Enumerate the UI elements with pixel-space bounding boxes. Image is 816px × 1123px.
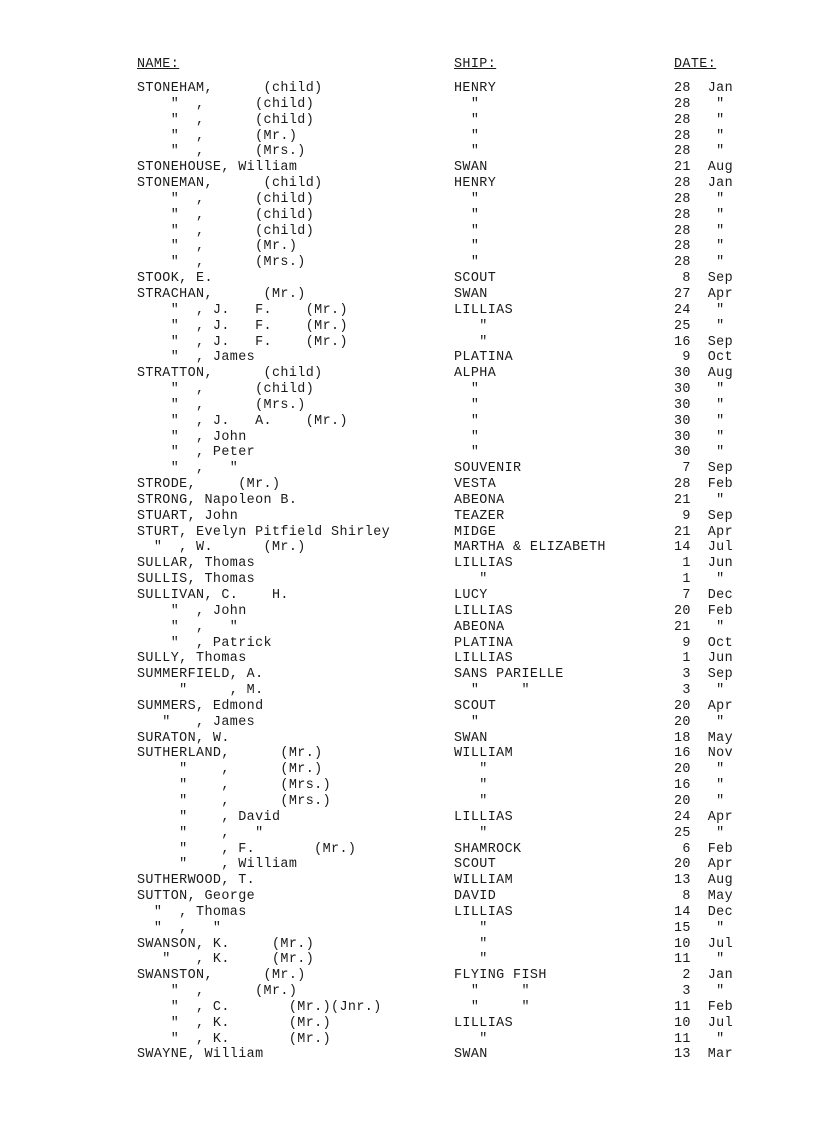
- entry-date: 9 Oct: [674, 350, 734, 366]
- entry-date: 25 ": [674, 825, 725, 841]
- entry-date: 28 Feb: [674, 477, 734, 493]
- entry-date: 7 Sep: [674, 461, 734, 477]
- register-row: [0, 889, 816, 905]
- register-entries: [0, 81, 816, 1063]
- entry-name: " , (child): [137, 191, 315, 207]
- entry-date: 7 Dec: [674, 588, 734, 603]
- entry-name: " , John: [137, 429, 247, 445]
- entry-date: 21 ": [674, 492, 725, 508]
- entry-date: 28 ": [674, 144, 725, 160]
- entry-date: 16 Sep: [674, 334, 734, 350]
- register-row: [0, 604, 816, 620]
- entry-date: 24 Apr: [674, 809, 734, 825]
- register-row: [0, 1016, 816, 1032]
- register-row: [0, 287, 816, 303]
- entry-date: 25 ": [674, 318, 725, 334]
- register-row: [0, 984, 816, 1000]
- register-row: [0, 778, 816, 794]
- entry-ship: ": [454, 128, 480, 144]
- register-row: [0, 699, 816, 715]
- entry-date: 1 Jun: [674, 651, 734, 667]
- entry-ship: SCOUT: [454, 857, 497, 873]
- register-row: [0, 160, 816, 176]
- register-row: [0, 255, 816, 271]
- entry-ship: TEAZER: [454, 508, 505, 524]
- entry-ship: ": [454, 952, 488, 968]
- register-row: [0, 271, 816, 287]
- entry-name: STRACHAN, (Mr.): [137, 286, 306, 302]
- register-row: [0, 176, 816, 192]
- entry-date: 8 May: [674, 889, 734, 905]
- entry-date: 27 Apr: [674, 286, 734, 302]
- entry-name: SUMMERFIELD, A.: [137, 667, 264, 683]
- entry-name: SUTHERLAND, (Mr.): [137, 746, 323, 762]
- entry-name: SWANSTON, (Mr.): [137, 968, 306, 984]
- entry-date: 30 Aug: [674, 366, 734, 382]
- entry-date: 13 Aug: [674, 873, 734, 889]
- entry-ship: ": [454, 762, 488, 778]
- entry-date: 2 Jan: [674, 968, 734, 984]
- entry-name: SUTHERWOOD, T.: [137, 873, 256, 889]
- entry-date: 3 ": [674, 683, 725, 699]
- register-row: [0, 525, 816, 541]
- entry-date: 20 ": [674, 793, 725, 809]
- register-row: [0, 208, 816, 224]
- entry-name: " , ": [137, 825, 264, 841]
- entry-ship: LILLIAS: [454, 809, 514, 825]
- ship-column-header: SHIP:: [454, 57, 497, 72]
- entry-name: SULLIVAN, C. H.: [137, 588, 289, 603]
- register-row: [0, 683, 816, 699]
- entry-ship: SWAN: [454, 286, 488, 302]
- entry-date: 10 Jul: [674, 1015, 734, 1031]
- entry-name: " , M.: [137, 683, 264, 699]
- register-row: [0, 968, 816, 984]
- entry-ship: SOUVENIR: [454, 461, 522, 477]
- entry-date: 21 Aug: [674, 160, 734, 176]
- entry-name: " , (Mr.): [137, 239, 298, 255]
- entry-date: 14 Jul: [674, 540, 734, 556]
- entry-ship: ": [454, 413, 480, 429]
- register-row: [0, 794, 816, 810]
- entry-name: " , J. F. (Mr.): [137, 334, 348, 350]
- entry-date: 28 Jan: [674, 81, 734, 96]
- entry-name: " , (Mrs.): [137, 778, 332, 794]
- register-row: [0, 636, 816, 652]
- entry-date: 20 Apr: [674, 857, 734, 873]
- entry-date: 30 ": [674, 397, 725, 413]
- register-row: [0, 430, 816, 446]
- entry-date: 28 ": [674, 223, 725, 239]
- entry-date: 20 ": [674, 762, 725, 778]
- entry-ship: WILLIAM: [454, 746, 514, 762]
- entry-name: SWANSON, K. (Mr.): [137, 936, 315, 952]
- entry-name: " , (Mrs.): [137, 397, 306, 413]
- entry-ship: ": [454, 334, 488, 350]
- entry-date: 1 Jun: [674, 556, 734, 572]
- entry-ship: ": [454, 920, 488, 936]
- entry-date: 20 ": [674, 714, 725, 730]
- entry-date: 30 ": [674, 429, 725, 445]
- entry-date: 21 Apr: [674, 524, 734, 540]
- register-row: [0, 192, 816, 208]
- entry-date: 30 ": [674, 382, 725, 398]
- entry-name: STUART, John: [137, 508, 239, 524]
- register-row: [0, 144, 816, 160]
- name-column-header: NAME:: [137, 57, 180, 72]
- entry-date: 11 Feb: [674, 999, 734, 1015]
- entry-name: " , ": [137, 920, 222, 936]
- entry-ship: " ": [454, 999, 530, 1015]
- register-row: [0, 921, 816, 937]
- entry-ship: ": [454, 429, 480, 445]
- entry-date: 28 ": [674, 128, 725, 144]
- entry-name: " , (child): [137, 96, 315, 112]
- register-row: [0, 445, 816, 461]
- register-row: [0, 810, 816, 826]
- entry-date: 6 Feb: [674, 841, 734, 857]
- entry-ship: SCOUT: [454, 698, 497, 714]
- entry-date: 11 ": [674, 1031, 725, 1047]
- entry-name: " , Thomas: [137, 904, 247, 920]
- entry-name: SULLIS, Thomas: [137, 572, 256, 588]
- entry-date: 28 Jan: [674, 176, 734, 192]
- register-row: [0, 588, 816, 604]
- register-row: [0, 842, 816, 858]
- entry-ship: ": [454, 223, 480, 239]
- register-row: [0, 651, 816, 667]
- entry-name: " , K. (Mr.): [137, 1015, 332, 1031]
- register-row: [0, 224, 816, 240]
- entry-ship: ": [454, 445, 480, 461]
- register-row: [0, 731, 816, 747]
- entry-name: " , ": [137, 619, 239, 635]
- entry-name: SWAYNE, William: [137, 1047, 264, 1063]
- entry-ship: HENRY: [454, 81, 497, 96]
- register-row: [0, 129, 816, 145]
- entry-date: 13 Mar: [674, 1047, 734, 1063]
- entry-date: 28 ": [674, 207, 725, 223]
- entry-name: " , (child): [137, 223, 315, 239]
- entry-name: " , John: [137, 603, 247, 619]
- register-row: [0, 350, 816, 366]
- entry-date: 8 Sep: [674, 271, 734, 287]
- entry-name: SULLY, Thomas: [137, 651, 247, 667]
- entry-ship: ": [454, 825, 488, 841]
- entry-date: 3 Sep: [674, 667, 734, 683]
- register-row: [0, 746, 816, 762]
- register-row: [0, 81, 816, 97]
- entry-ship: ": [454, 778, 488, 794]
- entry-ship: ": [454, 382, 480, 398]
- entry-ship: ALPHA: [454, 366, 497, 382]
- entry-date: 28 ": [674, 96, 725, 112]
- entry-ship: ": [454, 96, 480, 112]
- entry-ship: SWAN: [454, 730, 488, 746]
- entry-name: SURATON, W.: [137, 730, 230, 746]
- entry-date: 15 ": [674, 920, 725, 936]
- register-row: [0, 461, 816, 477]
- entry-ship: ": [454, 318, 488, 334]
- register-row: [0, 335, 816, 351]
- register-row: [0, 952, 816, 968]
- entry-date: 28 ": [674, 255, 725, 271]
- entry-ship: PLATINA: [454, 350, 514, 366]
- entry-date: 3 ": [674, 984, 725, 1000]
- entry-date: 1 ": [674, 572, 725, 588]
- entry-name: STRONG, Napoleon B.: [137, 492, 298, 508]
- entry-date: 20 Apr: [674, 698, 734, 714]
- register-row: [0, 873, 816, 889]
- entry-ship: ": [454, 1031, 488, 1047]
- register-row: [0, 398, 816, 414]
- entry-ship: SHAMROCK: [454, 841, 522, 857]
- entry-ship: ": [454, 112, 480, 128]
- entry-date: 14 Dec: [674, 904, 734, 920]
- register-row: [0, 556, 816, 572]
- register-row: [0, 97, 816, 113]
- entry-name: " , (child): [137, 382, 315, 398]
- entry-ship: ": [454, 239, 480, 255]
- register-row: [0, 937, 816, 953]
- entry-name: " , (Mrs.): [137, 144, 306, 160]
- entry-name: SULLAR, Thomas: [137, 556, 256, 572]
- entry-name: " , James: [137, 714, 256, 730]
- entry-name: " , F. (Mr.): [137, 841, 357, 857]
- entry-name: STOOK, E.: [137, 271, 213, 287]
- entry-ship: SWAN: [454, 1047, 488, 1063]
- entry-name: " , William: [137, 857, 298, 873]
- entry-ship: LILLIAS: [454, 556, 514, 572]
- entry-date: 20 Feb: [674, 603, 734, 619]
- register-row: [0, 493, 816, 509]
- entry-ship: SANS PARIELLE: [454, 667, 564, 683]
- entry-ship: ": [454, 191, 480, 207]
- entry-name: " , (Mr.): [137, 762, 323, 778]
- register-row: [0, 303, 816, 319]
- register-row: [0, 113, 816, 129]
- entry-ship: LILLIAS: [454, 603, 514, 619]
- entry-date: 28 ": [674, 239, 725, 255]
- register-row: [0, 1032, 816, 1048]
- entry-ship: " ": [454, 683, 530, 699]
- entry-name: " , K. (Mr.): [137, 952, 315, 968]
- entry-name: STURT, Evelyn Pitfield Shirley: [137, 524, 391, 540]
- entry-ship: PLATINA: [454, 635, 514, 651]
- entry-ship: LUCY: [454, 588, 488, 603]
- entry-ship: ": [454, 793, 488, 809]
- entry-ship: MARTHA & ELIZABETH: [454, 540, 606, 556]
- entry-ship: ": [454, 207, 480, 223]
- entry-name: " , J. F. (Mr.): [137, 302, 348, 318]
- entry-name: " , J. F. (Mr.): [137, 318, 348, 334]
- entry-name: " , J. A. (Mr.): [137, 413, 348, 429]
- entry-name: SUTTON, George: [137, 889, 256, 905]
- entry-ship: SCOUT: [454, 271, 497, 287]
- entry-ship: DAVID: [454, 889, 497, 905]
- entry-ship: ABEONA: [454, 492, 505, 508]
- entry-name: " , Peter: [137, 445, 256, 461]
- register-row: [0, 509, 816, 525]
- entry-name: " , David: [137, 809, 281, 825]
- entry-date: 30 ": [674, 413, 725, 429]
- entry-date: 21 ": [674, 619, 725, 635]
- entry-name: " , (Mrs.): [137, 793, 332, 809]
- entry-ship: FLYING FISH: [454, 968, 547, 984]
- entry-ship: LILLIAS: [454, 904, 514, 920]
- register-row: [0, 1047, 816, 1063]
- entry-name: STONEHAM, (child): [137, 81, 323, 96]
- register-row: [0, 540, 816, 556]
- entry-date: 30 ": [674, 445, 725, 461]
- entry-name: " , K. (Mr.): [137, 1031, 332, 1047]
- entry-date: 16 Nov: [674, 746, 734, 762]
- entry-date: 9 Sep: [674, 508, 734, 524]
- entry-name: " , (child): [137, 112, 315, 128]
- entry-date: 24 ": [674, 302, 725, 318]
- register-row: [0, 1000, 816, 1016]
- entry-ship: SWAN: [454, 160, 488, 176]
- entry-ship: ": [454, 936, 488, 952]
- entry-ship: " ": [454, 984, 530, 1000]
- register-row: [0, 319, 816, 335]
- entry-ship: LILLIAS: [454, 302, 514, 318]
- entry-ship: LILLIAS: [454, 1015, 514, 1031]
- register-row: [0, 762, 816, 778]
- register-row: [0, 715, 816, 731]
- entry-ship: ": [454, 572, 488, 588]
- register-row: [0, 667, 816, 683]
- entry-name: " , W. (Mr.): [137, 540, 306, 556]
- register-row: [0, 366, 816, 382]
- entry-name: " , C. (Mr.)(Jnr.): [137, 999, 382, 1015]
- entry-ship: ABEONA: [454, 619, 505, 635]
- entry-name: " , (Mr.): [137, 128, 298, 144]
- entry-name: " , (child): [137, 207, 315, 223]
- entry-ship: ": [454, 397, 480, 413]
- entry-name: " , Patrick: [137, 635, 272, 651]
- entry-date: 18 May: [674, 730, 734, 746]
- register-row: [0, 572, 816, 588]
- entry-ship: ": [454, 714, 480, 730]
- entry-name: STRATTON, (child): [137, 366, 323, 382]
- entry-ship: HENRY: [454, 176, 497, 192]
- entry-date: 28 ": [674, 112, 725, 128]
- entry-name: SUMMERS, Edmond: [137, 698, 264, 714]
- register-row: [0, 826, 816, 842]
- entry-date: 9 Oct: [674, 635, 734, 651]
- register-row: [0, 620, 816, 636]
- entry-ship: ": [454, 144, 480, 160]
- entry-name: STRODE, (Mr.): [137, 477, 281, 493]
- entry-date: 16 ": [674, 778, 725, 794]
- entry-ship: LILLIAS: [454, 651, 514, 667]
- entry-ship: MIDGE: [454, 524, 497, 540]
- entry-ship: ": [454, 255, 480, 271]
- register-row: [0, 382, 816, 398]
- register-row: [0, 905, 816, 921]
- entry-ship: WILLIAM: [454, 873, 514, 889]
- entry-name: " , (Mr.): [137, 984, 298, 1000]
- register-row: [0, 239, 816, 255]
- entry-name: " , James: [137, 350, 256, 366]
- entry-date: 11 ": [674, 952, 725, 968]
- entry-date: 28 ": [674, 191, 725, 207]
- date-column-header: DATE:: [674, 57, 717, 72]
- register-row: [0, 857, 816, 873]
- register-row: [0, 414, 816, 430]
- entry-name: STONEHOUSE, William: [137, 160, 298, 176]
- entry-name: " , ": [137, 461, 239, 477]
- entry-date: 10 Jul: [674, 936, 734, 952]
- entry-name: " , (Mrs.): [137, 255, 306, 271]
- entry-ship: VESTA: [454, 477, 497, 493]
- entry-name: STONEMAN, (child): [137, 176, 323, 192]
- register-row: [0, 477, 816, 493]
